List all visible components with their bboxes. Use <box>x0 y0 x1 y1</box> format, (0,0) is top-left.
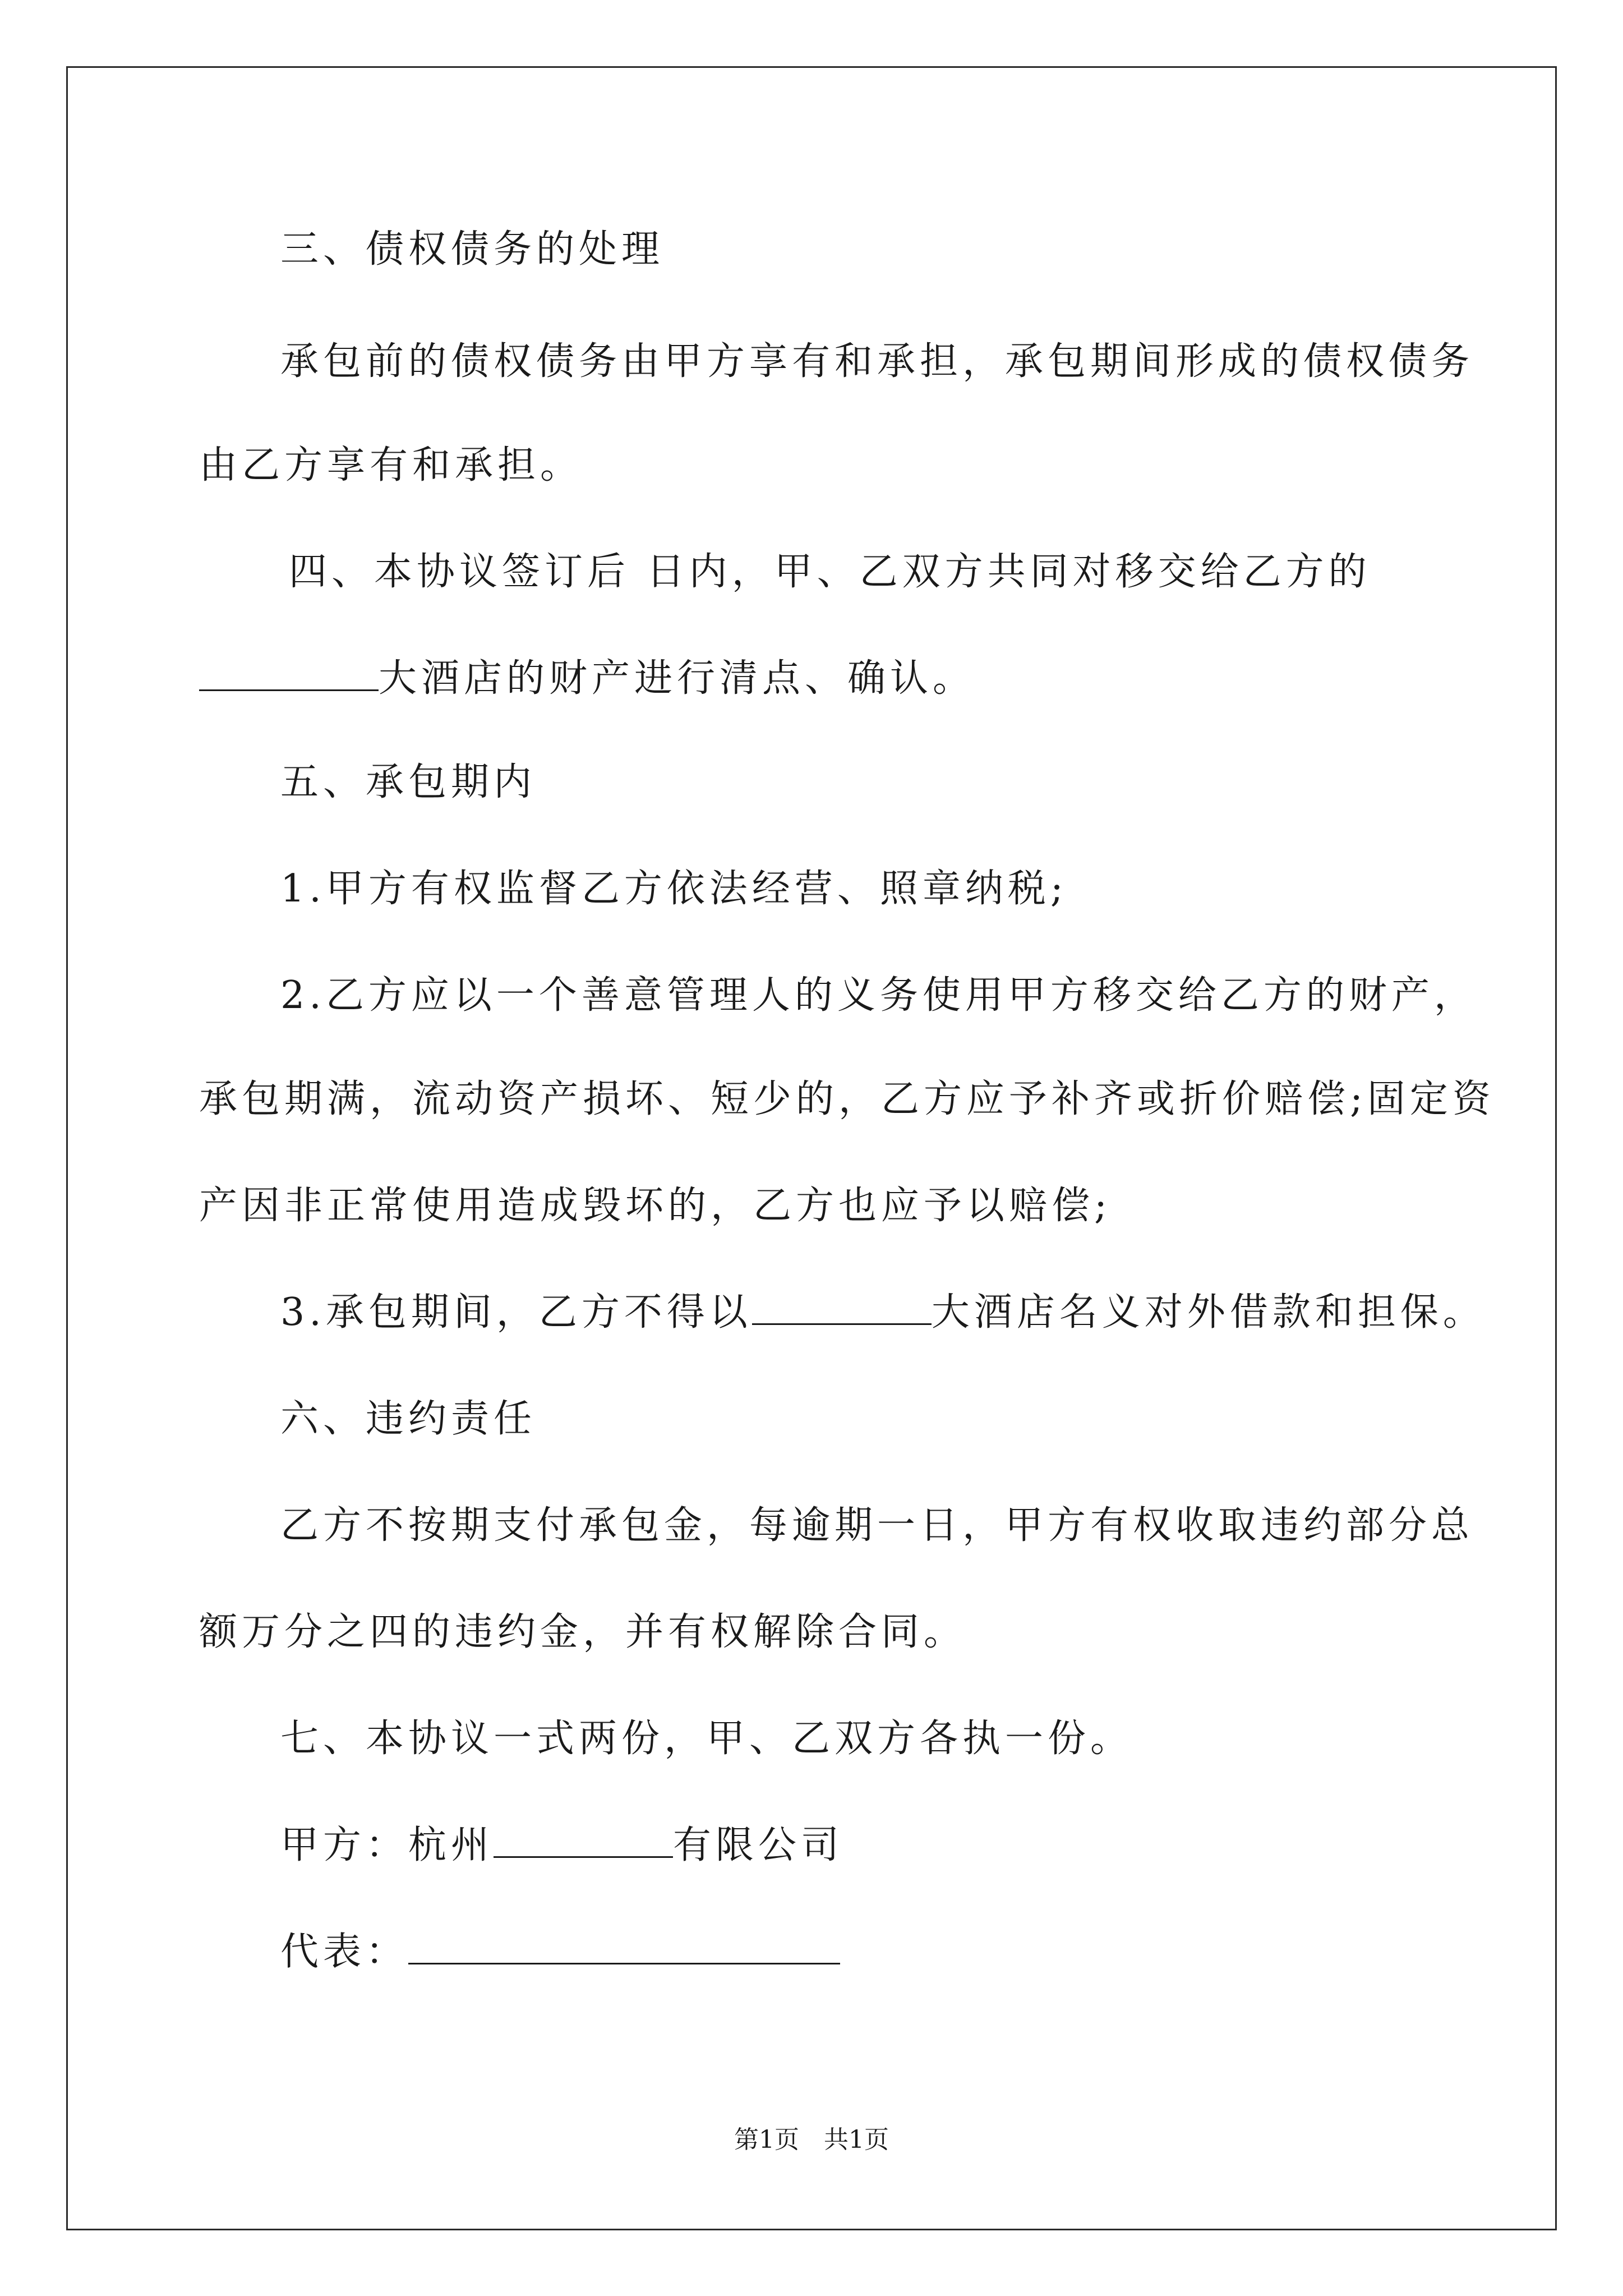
line-text: 有限公司 <box>673 1823 844 1867</box>
clause-1: 1.甲方有权监督乙方依法经营、照章纳税; <box>280 867 1068 911</box>
representative-line <box>280 1930 840 1975</box>
paragraph-line: 乙方不按期支付承包金，每逾期一日，甲方有权收取违约部分总 <box>280 1503 1474 1548</box>
fill-in-blank[interactable] <box>199 657 379 691</box>
clause-3 <box>280 1290 1486 1335</box>
section-7-line: 七、本协议一式两份，甲、乙双方各执一份。 <box>280 1717 1133 1761</box>
line-text: 大酒店的财产进行清点、确认。 <box>379 656 976 701</box>
paragraph-line: 承包前的债权债务由甲方享有和承担，承包期间形成的债权债务 <box>280 339 1474 384</box>
page-footer: 第1页 共1页 <box>734 2125 889 2154</box>
clause-2-line: 2.乙方应以一个善意管理人的义务使用甲方移交给乙方的财产， <box>280 973 1477 1018</box>
section-3-heading: 三、债权债务的处理 <box>280 227 665 272</box>
clause-2-line: 承包期满，流动资产损坏、短少的，乙方应予补齐或折价赔偿;固定资 <box>199 1077 1495 1121</box>
paragraph-line: 由乙方享有和承担。 <box>199 443 583 487</box>
fill-in-blank[interactable] <box>752 1291 932 1325</box>
section-4-line: 四、本协议签订后 日内，甲、乙双方共同对移交给乙方的 <box>289 550 1371 594</box>
clause-2-line: 产因非正常使用造成毁坏的，乙方也应予以赔偿; <box>199 1184 1112 1228</box>
line-text: 甲方：杭州 <box>280 1823 494 1867</box>
line-text: 代表： <box>280 1930 409 1974</box>
fill-in-blank[interactable] <box>494 1824 673 1858</box>
section-6-heading: 六、违约责任 <box>280 1397 537 1441</box>
section-5-heading: 五、承包期内 <box>280 760 537 804</box>
line-text: 大酒店名义对外借款和担保。 <box>931 1290 1486 1335</box>
paragraph-line: 额万分之四的违约金，并有权解除合同。 <box>199 1610 967 1654</box>
line-text: 3.承包期间，乙方不得以 <box>280 1290 752 1335</box>
paragraph-line <box>199 656 975 701</box>
signature-blank[interactable] <box>408 1930 840 1964</box>
page-border <box>66 66 1557 2230</box>
party-a-line <box>280 1823 843 1868</box>
